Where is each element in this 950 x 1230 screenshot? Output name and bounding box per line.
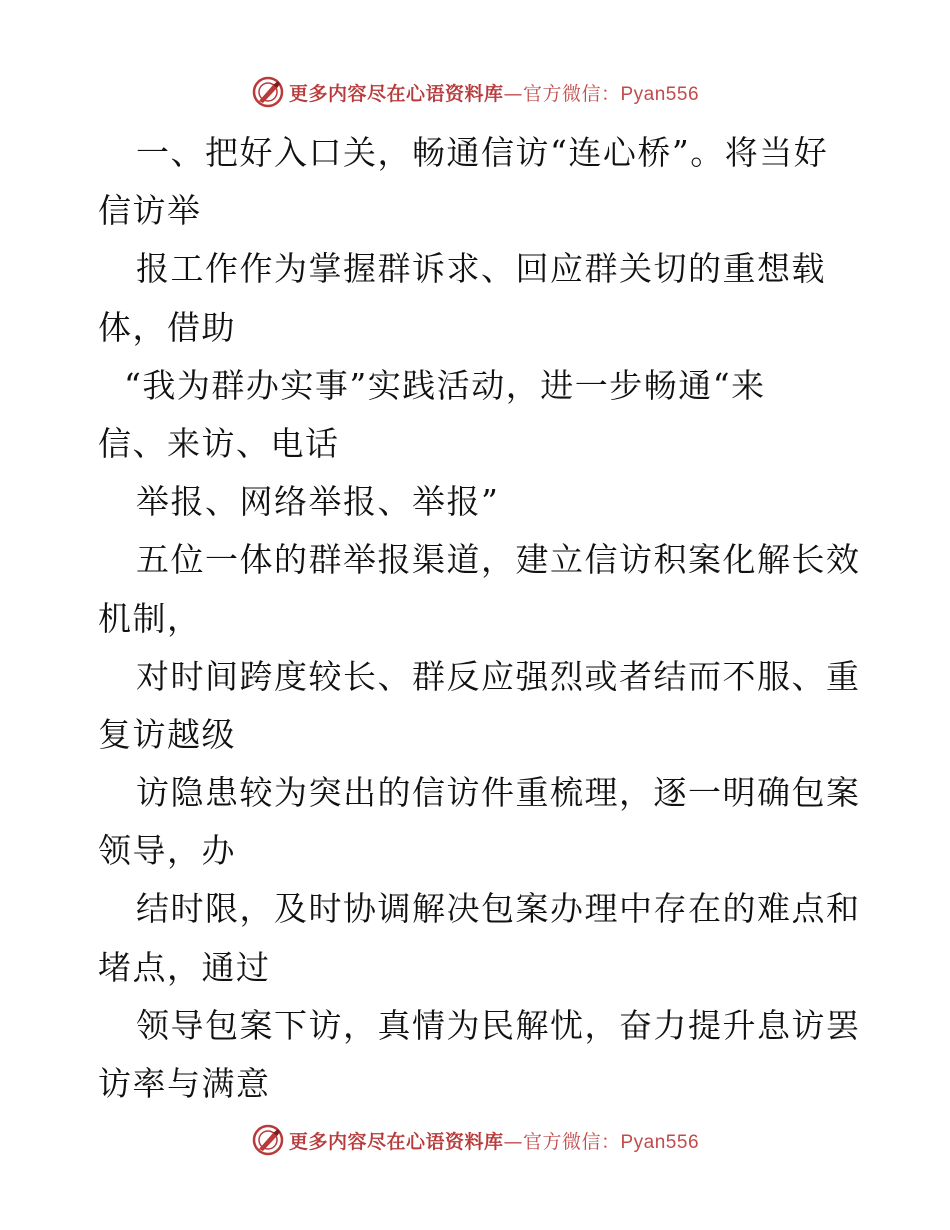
- body-line: 信、来访、电话: [98, 423, 340, 463]
- body-line: 报工作作为掌握群诉求、回应群关切的重想载: [136, 249, 826, 289]
- body-line: 复访越级: [98, 714, 236, 754]
- body-line: 对时间跨度较长、群反应强烈或者结而不服、重: [136, 656, 861, 696]
- header-wechat-label: 官方微信：: [522, 82, 621, 105]
- footer-separator: —: [503, 1130, 523, 1153]
- footer-wechat-id: Pyan556: [620, 1131, 700, 1153]
- pen-logo-icon: [251, 1123, 285, 1157]
- header-separator: —: [503, 82, 523, 105]
- body-line: 领导包案下访，真情为民解忧，奋力提升息访罢: [136, 1005, 861, 1045]
- header-banner: [0, 72, 950, 112]
- body-line: “我为群办实事”实践活动，进一步畅通“来: [124, 365, 766, 405]
- body-line: 结时限，及时协调解决包案办理中存在的难点和: [136, 889, 861, 929]
- body-line: 机制，: [98, 598, 202, 638]
- header-banner-text: [289, 79, 699, 106]
- body-line: 访率与满意: [98, 1064, 271, 1103]
- body-line: 体，借助: [98, 307, 236, 347]
- footer-banner: [0, 1120, 950, 1160]
- header-site-name: 更多内容尽在心语资料库: [288, 82, 504, 105]
- header-wechat-id: Pyan556: [620, 83, 700, 105]
- body-line: 堵点，通过: [98, 947, 271, 987]
- document-body: [98, 124, 861, 1113]
- body-line: 信访举: [98, 191, 202, 231]
- body-line: 领导，办: [98, 831, 236, 871]
- body-line: 五位一体的群举报渠道，建立信访积案化解长效: [136, 540, 861, 580]
- body-line: 一、把好入口关，畅通信访“连心桥”。将当好: [136, 133, 829, 172]
- footer-site-name: 更多内容尽在心语资料库: [288, 1130, 504, 1153]
- body-line: 访隐患较为突出的信访件重梳理，逐一明确包案: [136, 773, 861, 813]
- body-line: 举报、网络举报、举报”: [136, 482, 500, 522]
- pen-logo-icon: [251, 75, 285, 109]
- footer-wechat-label: 官方微信：: [522, 1130, 621, 1153]
- footer-banner-text: [289, 1127, 699, 1154]
